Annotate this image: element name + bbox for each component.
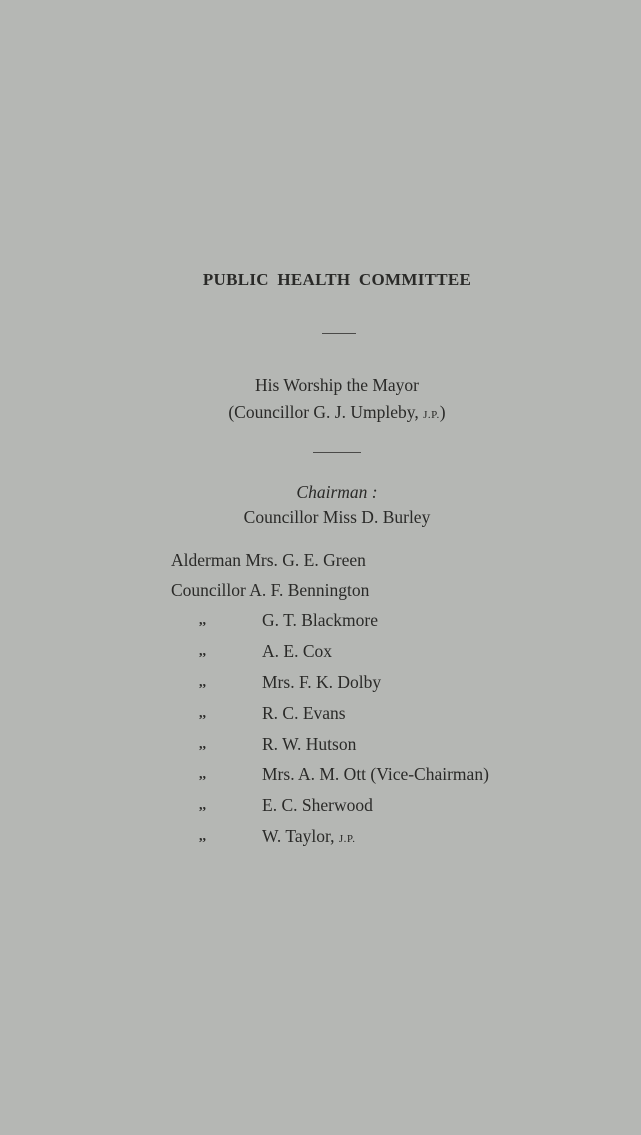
member-name: R. C. Evans	[262, 703, 346, 723]
ditto-mark: ,,	[199, 737, 206, 752]
member-name: Mrs. F. K. Dolby	[262, 672, 382, 692]
member-name: E. C. Sherwood	[262, 795, 373, 815]
ditto-mark: ,,	[199, 767, 206, 782]
member-name: A. E. Cox	[262, 641, 332, 661]
divider-rule	[322, 333, 356, 334]
member-name: G. T. Blackmore	[262, 610, 378, 630]
divider-rule	[313, 452, 361, 453]
mayor-name-suffix: J.P.	[423, 409, 440, 421]
ditto-mark: ,,	[199, 675, 206, 690]
member-name: Mrs. A. M. Ott (Vice-Chairman)	[262, 764, 489, 784]
ditto-mark: ,,	[199, 613, 206, 628]
member-name-suffix: J.P.	[338, 833, 356, 845]
member-name: R. W. Hutson	[262, 734, 357, 754]
mayor-name	[0, 402, 641, 423]
mayor-name-prefix: (Councillor G. J. Umpleby,	[228, 402, 424, 422]
member-name-text: W. Taylor,	[262, 826, 339, 846]
chairman-label: Chairman :	[296, 482, 378, 502]
mayor-name-close: )	[439, 402, 446, 422]
member-full: Councillor A. F. Bennington	[171, 580, 370, 600]
member-name	[262, 826, 356, 847]
ditto-mark: ,,	[199, 798, 206, 813]
member-full: Alderman Mrs. G. E. Green	[171, 550, 366, 570]
mayor-title: His Worship the Mayor	[254, 375, 420, 395]
ditto-mark: ,,	[199, 706, 206, 721]
chairman-name: Councillor Miss D. Burley	[243, 507, 431, 527]
ditto-mark: ,,	[199, 829, 206, 844]
committee-title: PUBLIC HEALTH COMMITTEE	[202, 270, 472, 289]
ditto-mark: ,,	[199, 644, 206, 659]
